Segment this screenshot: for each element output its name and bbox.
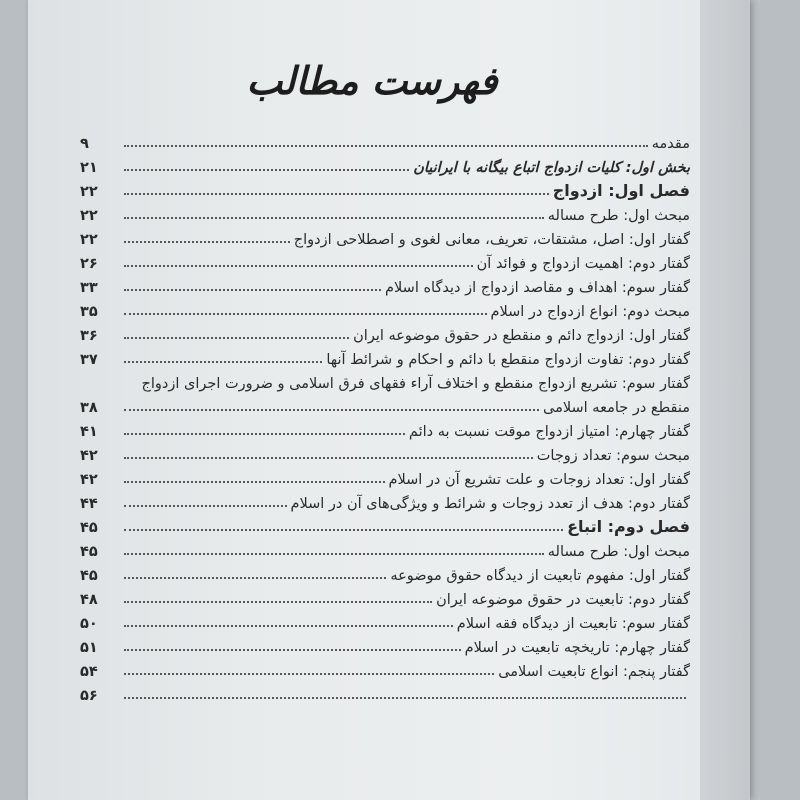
toc-entry-title: مبحث سوم: تعداد زوجات bbox=[536, 448, 690, 464]
toc-page-number: ۳۶ bbox=[80, 328, 98, 344]
page-title: فهرست مطالب bbox=[246, 58, 498, 103]
toc-page-number: ۳۳ bbox=[80, 280, 98, 296]
toc-entry bbox=[80, 464, 690, 488]
dot-leader bbox=[124, 169, 409, 171]
dot-leader bbox=[124, 529, 563, 531]
toc-page-number: ۹ bbox=[80, 136, 89, 152]
toc-entry-title: گفتار دوم: تفاوت ازدواج منقطع با دائم و احکام و شرائط آنها bbox=[326, 352, 690, 368]
dot-leader bbox=[124, 193, 549, 195]
toc-page-number: ۵۰ bbox=[80, 616, 98, 632]
dot-leader bbox=[124, 289, 381, 291]
toc-entry bbox=[80, 368, 690, 392]
toc-page-number: ۲۲ bbox=[80, 208, 98, 224]
toc-page-number: ۳۷ bbox=[80, 352, 98, 368]
toc-entry-title: گفتار سوم: تابعیت از دیدگاه فقه اسلام bbox=[456, 616, 690, 632]
dot-leader bbox=[124, 505, 287, 507]
dot-leader bbox=[124, 553, 544, 555]
toc-entry-title: گفتار اول: اصل، مشتقات، تعریف، معانی لغوی و اصطلاحی ازدواج bbox=[293, 232, 690, 248]
toc-entry-title: منقطع در جامعه اسلامی bbox=[543, 400, 690, 416]
toc-entry-title: گفتار اول: ازدواج دائم و منقطع در حقوق موضوعه ایران bbox=[353, 328, 690, 344]
dot-leader bbox=[124, 625, 453, 627]
toc-page-number: ۵۶ bbox=[80, 688, 98, 704]
toc-entry bbox=[80, 560, 690, 584]
toc-entry-title: مقدمه bbox=[651, 136, 690, 152]
toc-entry-title: گفتار دوم: هدف از تعدد زوجات و شرائط و ویژگی‌های آن در اسلام bbox=[290, 496, 690, 512]
toc-entry bbox=[80, 320, 690, 344]
toc-entry bbox=[80, 632, 690, 656]
toc-entry bbox=[80, 296, 690, 320]
toc-page-number: ۴۵ bbox=[80, 544, 98, 560]
toc-entry bbox=[80, 488, 690, 512]
toc-page-number: ۴۸ bbox=[80, 592, 98, 608]
dot-leader bbox=[124, 337, 349, 339]
dot-leader bbox=[124, 577, 386, 579]
toc-page-number: ۳۸ bbox=[80, 400, 98, 416]
toc-entry bbox=[80, 200, 690, 224]
toc-entry bbox=[80, 272, 690, 296]
toc-entry-title: گفتار دوم: تابعیت در حقوق موضوعه ایران bbox=[436, 592, 690, 608]
dot-leader bbox=[124, 601, 432, 603]
dot-leader bbox=[124, 361, 322, 363]
toc-page-number: ۲۲ bbox=[80, 232, 98, 248]
toc-entry bbox=[80, 176, 690, 200]
toc-page-number: ۵۱ bbox=[80, 640, 98, 656]
dot-leader bbox=[124, 649, 461, 651]
dot-leader bbox=[124, 145, 648, 147]
toc-entry bbox=[80, 608, 690, 632]
toc-entry bbox=[80, 152, 690, 176]
toc-entry bbox=[80, 680, 690, 704]
toc-page-number: ۳۵ bbox=[80, 304, 98, 320]
toc-entry bbox=[80, 224, 690, 248]
toc-entry-title: گفتار دوم: اهمیت ازدواج و فوائد آن bbox=[476, 256, 690, 272]
dot-leader bbox=[124, 433, 405, 435]
dot-leader bbox=[124, 217, 544, 219]
toc-entry bbox=[80, 584, 690, 608]
toc-entry-title: فصل اول: ازدواج bbox=[552, 181, 690, 200]
dot-leader bbox=[124, 241, 290, 243]
toc-entry bbox=[80, 512, 690, 536]
toc-entry-title: گفتار چهارم: امتیاز ازدواج موقت نسبت به دائم bbox=[408, 424, 690, 440]
toc-entry-title: گفتار چهارم: تاریخچه تابعیت در اسلام bbox=[464, 640, 690, 656]
toc-entry-title: مبحث اول: طرح مساله bbox=[547, 544, 690, 560]
toc-entry bbox=[80, 656, 690, 680]
dot-leader bbox=[124, 673, 494, 675]
toc-entry-title: گفتار پنجم: انواع تابعیت اسلامی bbox=[498, 664, 690, 680]
toc-page-number: ۲۲ bbox=[80, 184, 98, 200]
toc-entry bbox=[80, 536, 690, 560]
dot-leader bbox=[124, 409, 539, 411]
dot-leader bbox=[124, 481, 385, 483]
toc-page-number: ۴۲ bbox=[80, 472, 98, 488]
toc-page-number: ۴۱ bbox=[80, 424, 98, 440]
toc-page-number: ۴۴ bbox=[80, 496, 98, 512]
toc-entry-title: بخش اول: کلیات ازدواج اتباع بیگانه با ایرانیان bbox=[413, 160, 690, 176]
toc-entry bbox=[80, 248, 690, 272]
toc-entry-title: مبحث اول: طرح مساله bbox=[547, 208, 690, 224]
toc-entry-title: گفتار اول: مفهوم تابعیت از دیدگاه حقوق موضوعه bbox=[390, 568, 690, 584]
toc-entry-title: گفتار سوم: تشریع ازدواج منقطع و اختلاف آراء فقهای فرق اسلامی و ضرورت اجرای ازدواج bbox=[141, 376, 690, 392]
toc-entry bbox=[80, 416, 690, 440]
table-of-contents bbox=[80, 128, 690, 704]
toc-entry bbox=[80, 392, 690, 416]
toc-entry bbox=[80, 344, 690, 368]
dot-leader bbox=[124, 457, 533, 459]
dot-leader bbox=[124, 265, 473, 267]
toc-entry bbox=[80, 128, 690, 152]
dot-leader bbox=[124, 313, 487, 315]
toc-entry-title: گفتار اول: تعداد زوجات و علت تشریع آن در اسلام bbox=[388, 472, 690, 488]
toc-entry bbox=[80, 440, 690, 464]
toc-page-number: ۴۲ bbox=[80, 448, 98, 464]
toc-entry-title: فصل دوم: اتباع bbox=[567, 517, 690, 536]
toc-page-number: ۴۵ bbox=[80, 568, 98, 584]
toc-page-number: ۴۵ bbox=[80, 520, 98, 536]
toc-page-number: ۲۶ bbox=[80, 256, 98, 272]
toc-entry-title: گفتار سوم: اهداف و مقاصد ازدواج از دیدگاه اسلام bbox=[385, 280, 690, 296]
toc-entry-title: مبحث دوم: انواع ازدواج در اسلام bbox=[490, 304, 690, 320]
toc-page-number: ۵۴ bbox=[80, 664, 98, 680]
page-edge bbox=[700, 0, 750, 800]
dot-leader bbox=[124, 697, 686, 699]
toc-page-number: ۲۱ bbox=[80, 160, 98, 176]
